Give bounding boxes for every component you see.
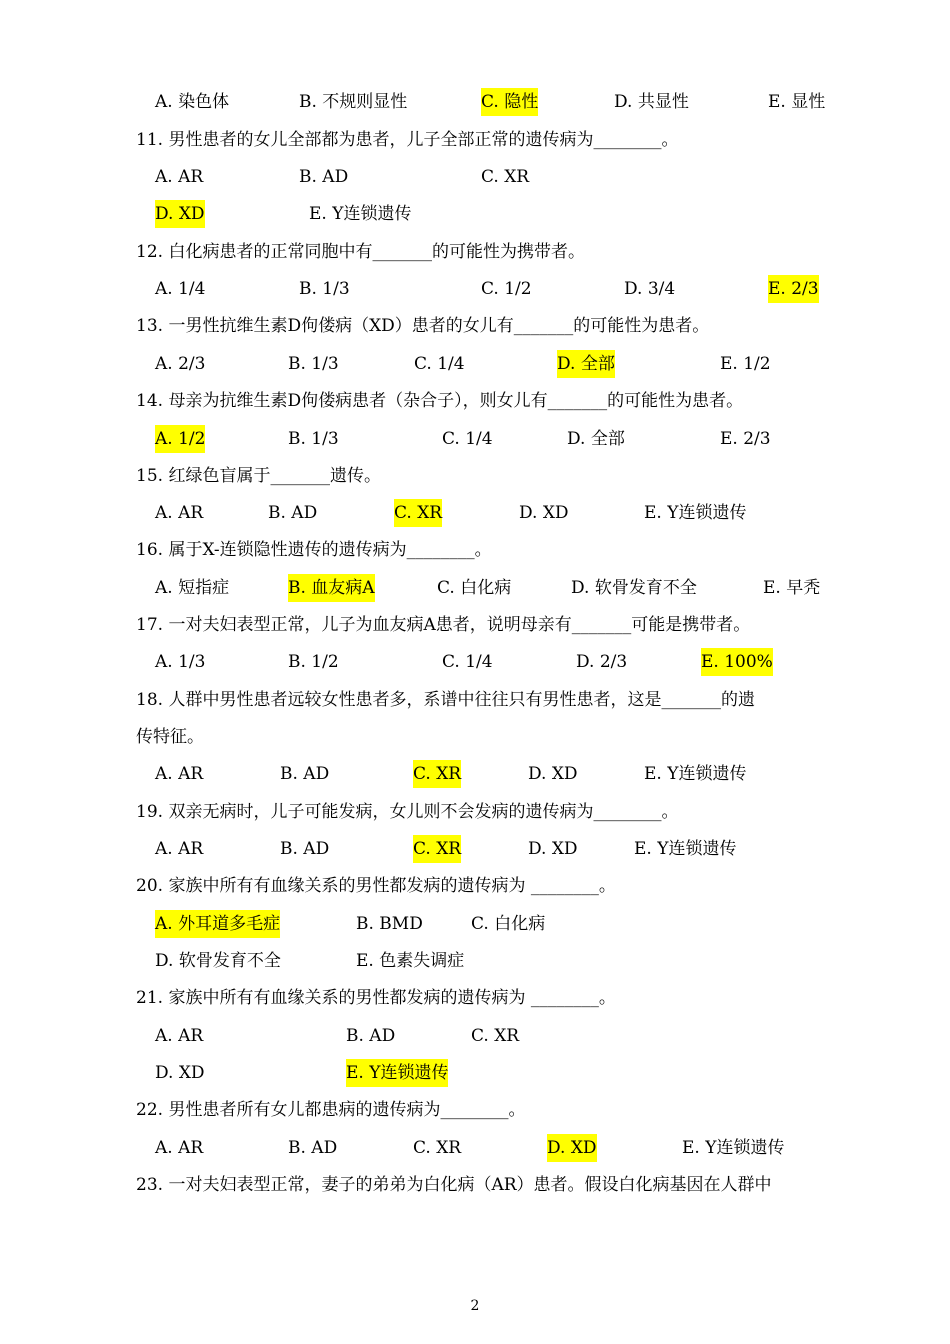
options-row xyxy=(0,88,950,116)
answer-option: A. 染色体 xyxy=(155,92,230,112)
answer-option: A. AR xyxy=(155,167,204,187)
question-text xyxy=(0,798,950,826)
question-text xyxy=(0,611,950,639)
answer-option-highlighted: D. 全部 xyxy=(557,350,615,378)
answer-option: C. 白化病 xyxy=(471,914,546,934)
answer-option: E. Y连锁遗传 xyxy=(309,204,412,224)
options-row xyxy=(0,574,950,602)
continuation-text xyxy=(0,723,950,751)
question-line: 13. 一男性抗维生素D佝偻病（XD）患者的女儿有_______的可能性为患者。 xyxy=(136,316,710,336)
answer-option-highlighted: E. Y连锁遗传 xyxy=(346,1059,448,1087)
answer-option: D. 软骨发育不全 xyxy=(155,951,281,971)
answer-option: C. 1/2 xyxy=(481,279,532,299)
question-text xyxy=(0,1096,950,1124)
question-line: 11. 男性患者的女儿全部都为患者，儿子全部正常的遗传病为________。 xyxy=(136,130,679,150)
answer-option: E. 色素失调症 xyxy=(356,951,465,971)
answer-option: D. XD xyxy=(528,764,578,784)
question-text xyxy=(0,238,950,266)
answer-option: C. XR xyxy=(471,1026,520,1046)
answer-option: B. 1/2 xyxy=(288,652,339,672)
answer-option: A. 短指症 xyxy=(155,578,230,598)
question-line: 12. 白化病患者的正常同胞中有_______的可能性为携带者。 xyxy=(136,242,585,262)
answer-option-highlighted: C. XR xyxy=(413,760,461,788)
options-row xyxy=(0,910,950,938)
answer-option: B. AD xyxy=(346,1026,396,1046)
page-number: 2 xyxy=(470,1298,480,1314)
answer-option: A. 1/4 xyxy=(155,279,206,299)
options-row xyxy=(0,425,950,453)
answer-option: A. AR xyxy=(155,1026,204,1046)
answer-option: C. 1/4 xyxy=(442,429,493,449)
options-row xyxy=(0,163,950,191)
options-row xyxy=(0,947,950,975)
question-text xyxy=(0,536,950,564)
answer-option: B. 不规则显性 xyxy=(299,92,408,112)
question-text xyxy=(0,686,950,714)
question-line: 传特征。 xyxy=(136,727,204,747)
answer-option: E. Y连锁遗传 xyxy=(644,503,747,523)
options-row xyxy=(0,200,950,228)
answer-option: A. AR xyxy=(155,764,204,784)
answer-option-highlighted: C. XR xyxy=(413,835,461,863)
options-row xyxy=(0,760,950,788)
answer-option: D. 共显性 xyxy=(614,92,689,112)
answer-option: D. XD xyxy=(519,503,569,523)
answer-option: E. 2/3 xyxy=(720,429,771,449)
answer-option: D. 软骨发育不全 xyxy=(571,578,697,598)
answer-option: B. AD xyxy=(268,503,318,523)
answer-option: E. Y连锁遗传 xyxy=(682,1138,785,1158)
answer-option: B. 1/3 xyxy=(299,279,350,299)
question-text xyxy=(0,1171,950,1199)
question-line: 19. 双亲无病时，儿子可能发病，女儿则不会发病的遗传病为________。 xyxy=(136,802,679,822)
answer-option: D. XD xyxy=(528,839,578,859)
answer-option: B. AD xyxy=(280,764,330,784)
answer-option: E. Y连锁遗传 xyxy=(634,839,737,859)
question-line: 18. 人群中男性患者远较女性患者多，系谱中往往只有男性患者，这是_______的遗 xyxy=(136,690,755,710)
answer-option: B. BMD xyxy=(356,914,423,934)
question-text xyxy=(0,984,950,1012)
answer-option: C. XR xyxy=(413,1138,462,1158)
answer-option: C. XR xyxy=(481,167,530,187)
answer-option-highlighted: C. 隐性 xyxy=(481,88,538,116)
answer-option: D. XD xyxy=(155,1063,205,1083)
question-line: 16. 属于X-连锁隐性遗传的遗传病为________。 xyxy=(136,540,492,560)
question-line: 21. 家族中所有有血缘关系的男性都发病的遗传病为 ________。 xyxy=(136,988,616,1008)
answer-option: E. 1/2 xyxy=(720,354,771,374)
answer-option-highlighted: A. 1/2 xyxy=(155,425,205,453)
answer-option: C. 1/4 xyxy=(442,652,493,672)
answer-option: A. 1/3 xyxy=(155,652,206,672)
question-text xyxy=(0,462,950,490)
answer-option-highlighted: C. XR xyxy=(394,499,442,527)
answer-option: B. 1/3 xyxy=(288,429,339,449)
options-row xyxy=(0,835,950,863)
options-row xyxy=(0,1059,950,1087)
answer-option: A. AR xyxy=(155,503,204,523)
answer-option: E. Y连锁遗传 xyxy=(644,764,747,784)
answer-option-highlighted: D. XD xyxy=(547,1134,597,1162)
answer-option: C. 白化病 xyxy=(437,578,512,598)
answer-option-highlighted: E. 2/3 xyxy=(768,275,819,303)
answer-option: B. 1/3 xyxy=(288,354,339,374)
answer-option: A. AR xyxy=(155,839,204,859)
answer-option: D. 全部 xyxy=(567,429,625,449)
answer-option: A. AR xyxy=(155,1138,204,1158)
question-text xyxy=(0,387,950,415)
answer-option: A. 2/3 xyxy=(155,354,206,374)
options-row xyxy=(0,648,950,676)
question-line: 15. 红绿色盲属于_______遗传。 xyxy=(136,466,381,486)
answer-option-highlighted: E. 100% xyxy=(701,648,773,676)
answer-option: D. 2/3 xyxy=(576,652,628,672)
options-row xyxy=(0,1022,950,1050)
answer-option-highlighted: A. 外耳道多毛症 xyxy=(155,910,280,938)
options-row xyxy=(0,499,950,527)
answer-option: C. 1/4 xyxy=(414,354,465,374)
answer-option: E. 早秃 xyxy=(763,578,821,598)
question-line: 23. 一对夫妇表型正常，妻子的弟弟为白化病（AR）患者。假设白化病基因在人群中 xyxy=(136,1175,772,1195)
question-line: 22. 男性患者所有女儿都患病的遗传病为________。 xyxy=(136,1100,526,1120)
answer-option: D. 3/4 xyxy=(624,279,676,299)
answer-option-highlighted: D. XD xyxy=(155,200,205,228)
options-row xyxy=(0,350,950,378)
answer-option: B. AD xyxy=(299,167,349,187)
question-text xyxy=(0,872,950,900)
answer-option: B. AD xyxy=(280,839,330,859)
question-text xyxy=(0,126,950,154)
question-line: 14. 母亲为抗维生素D佝偻病患者（杂合子），则女儿有_______的可能性为患者。 xyxy=(136,391,744,411)
answer-option: E. 显性 xyxy=(768,92,826,112)
options-row xyxy=(0,275,950,303)
answer-option-highlighted: B. 血友病A xyxy=(288,574,375,602)
question-line: 20. 家族中所有有血缘关系的男性都发病的遗传病为 ________。 xyxy=(136,876,616,896)
options-row xyxy=(0,1134,950,1162)
question-line: 17. 一对夫妇表型正常，儿子为血友病A患者，说明母亲有_______可能是携带者。 xyxy=(136,615,751,635)
answer-option: B. AD xyxy=(288,1138,338,1158)
question-text xyxy=(0,312,950,340)
